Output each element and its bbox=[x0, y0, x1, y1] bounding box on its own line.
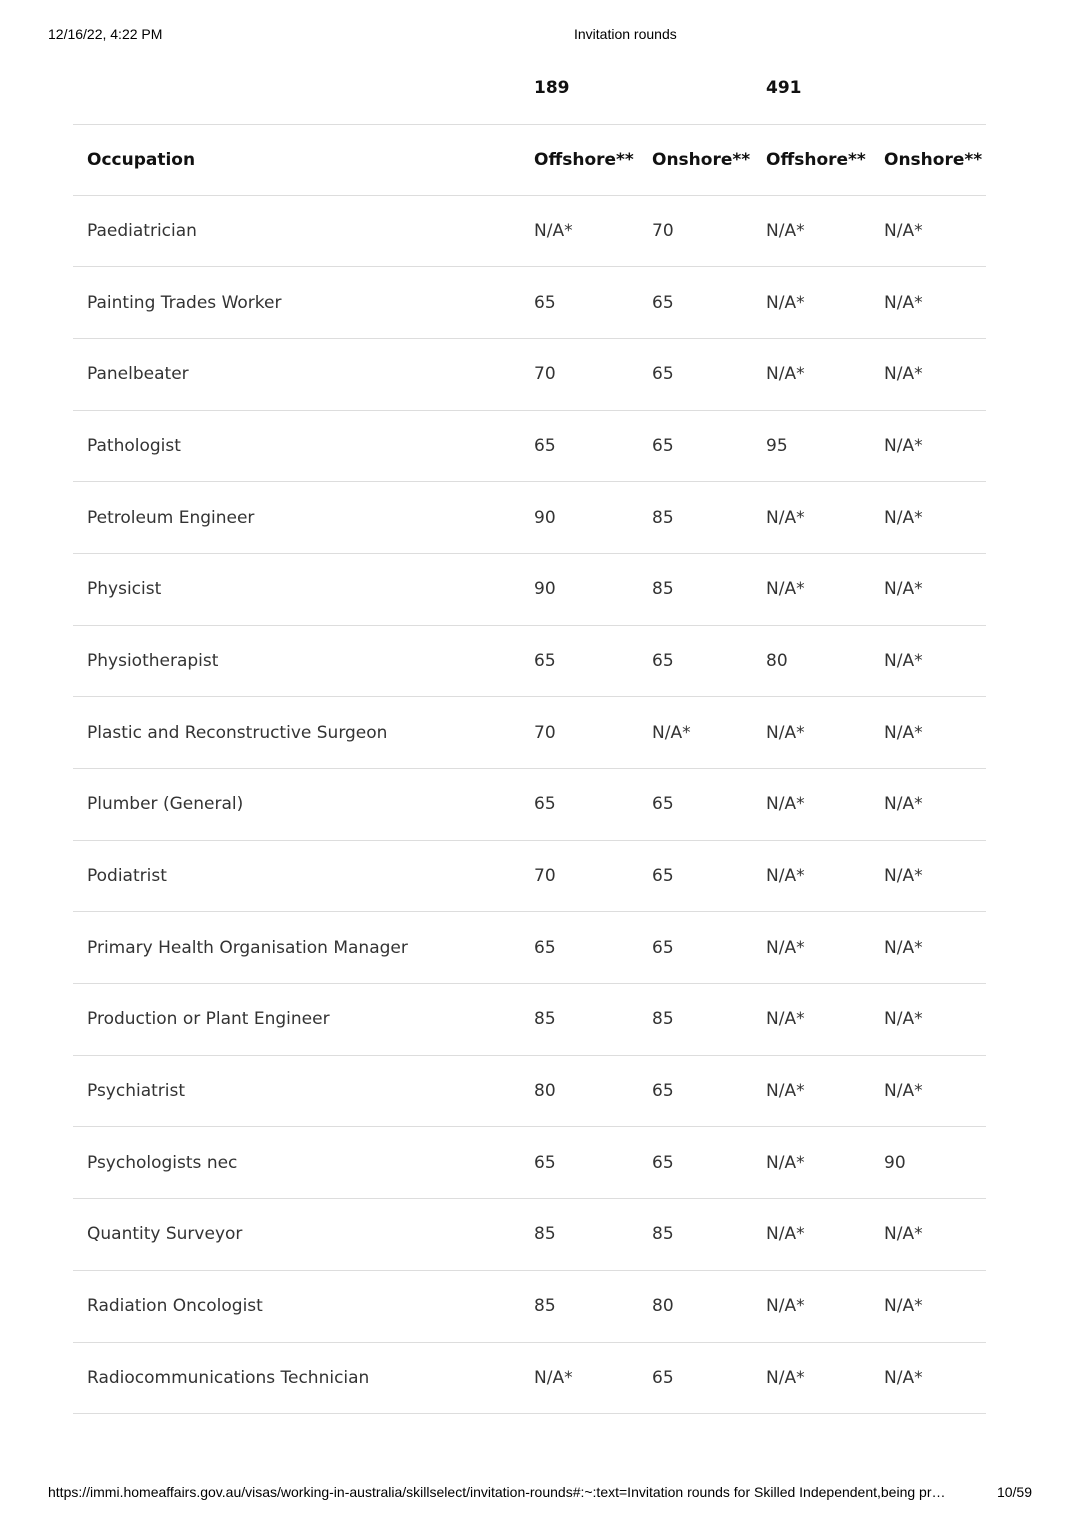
occupation-cell: Physiotherapist bbox=[73, 625, 520, 697]
table-row bbox=[73, 1127, 986, 1199]
column-header-row bbox=[73, 124, 986, 195]
column-header-189-offshore: Offshore** bbox=[520, 124, 638, 195]
onshore-491-cell: N/A* bbox=[870, 1342, 986, 1414]
table-row bbox=[73, 697, 986, 769]
onshore-189-cell: 65 bbox=[638, 338, 752, 410]
onshore-491-cell: 90 bbox=[870, 1127, 986, 1199]
table-row bbox=[73, 482, 986, 554]
offshore-189-cell: N/A* bbox=[520, 195, 638, 267]
table-row bbox=[73, 195, 986, 267]
table-body bbox=[73, 195, 986, 1414]
table-row bbox=[73, 1270, 986, 1342]
onshore-491-cell: N/A* bbox=[870, 697, 986, 769]
onshore-491-cell: N/A* bbox=[870, 553, 986, 625]
occupation-cell: Quantity Surveyor bbox=[73, 1199, 520, 1271]
offshore-189-cell: 70 bbox=[520, 840, 638, 912]
column-header-491-offshore: Offshore** bbox=[752, 124, 870, 195]
onshore-491-cell: N/A* bbox=[870, 1199, 986, 1271]
table-row bbox=[73, 553, 986, 625]
offshore-189-cell: 65 bbox=[520, 769, 638, 841]
offshore-189-cell: 65 bbox=[520, 625, 638, 697]
offshore-491-cell: N/A* bbox=[752, 1342, 870, 1414]
table-row bbox=[73, 984, 986, 1056]
offshore-491-cell: N/A* bbox=[752, 1127, 870, 1199]
offshore-491-cell: N/A* bbox=[752, 912, 870, 984]
table-row bbox=[73, 1342, 986, 1414]
column-header-189-onshore: Onshore** bbox=[638, 124, 752, 195]
visa-header-spacer bbox=[73, 52, 520, 124]
onshore-189-cell: N/A* bbox=[638, 697, 752, 769]
occupation-cell: Paediatrician bbox=[73, 195, 520, 267]
occupation-cell: Physicist bbox=[73, 553, 520, 625]
table-row bbox=[73, 912, 986, 984]
table-row bbox=[73, 1199, 986, 1271]
table-row bbox=[73, 840, 986, 912]
table-row bbox=[73, 769, 986, 841]
visa-189-header: 189 bbox=[520, 52, 752, 124]
occupation-cell: Primary Health Organisation Manager bbox=[73, 912, 520, 984]
offshore-189-cell: 85 bbox=[520, 1199, 638, 1271]
visa-491-header: 491 bbox=[752, 52, 986, 124]
column-header-occupation: Occupation bbox=[73, 124, 520, 195]
offshore-491-cell: N/A* bbox=[752, 769, 870, 841]
print-date: 12/16/22, 4:22 PM bbox=[48, 26, 163, 42]
offshore-491-cell: N/A* bbox=[752, 553, 870, 625]
onshore-491-cell: N/A* bbox=[870, 410, 986, 482]
offshore-491-cell: 95 bbox=[752, 410, 870, 482]
offshore-189-cell: 65 bbox=[520, 912, 638, 984]
occupation-cell: Psychiatrist bbox=[73, 1055, 520, 1127]
onshore-491-cell: N/A* bbox=[870, 984, 986, 1056]
page-url: https://immi.homeaffairs.gov.au/visas/working-in-australia/skillselect/invitation-rounds#:~:text=Invitation rounds for Skilled Independent,being pr… bbox=[48, 1484, 946, 1500]
onshore-189-cell: 65 bbox=[638, 840, 752, 912]
onshore-189-cell: 85 bbox=[638, 1199, 752, 1271]
visa-subclass-header-row bbox=[73, 52, 986, 124]
offshore-189-cell: 85 bbox=[520, 984, 638, 1056]
print-footer bbox=[48, 1484, 1032, 1502]
onshore-189-cell: 65 bbox=[638, 912, 752, 984]
onshore-189-cell: 85 bbox=[638, 553, 752, 625]
offshore-491-cell: 80 bbox=[752, 625, 870, 697]
occupation-cell: Pathologist bbox=[73, 410, 520, 482]
onshore-189-cell: 65 bbox=[638, 1342, 752, 1414]
onshore-491-cell: N/A* bbox=[870, 482, 986, 554]
offshore-189-cell: N/A* bbox=[520, 1342, 638, 1414]
offshore-491-cell: N/A* bbox=[752, 195, 870, 267]
offshore-189-cell: 70 bbox=[520, 338, 638, 410]
offshore-491-cell: N/A* bbox=[752, 697, 870, 769]
onshore-491-cell: N/A* bbox=[870, 912, 986, 984]
offshore-189-cell: 65 bbox=[520, 410, 638, 482]
offshore-491-cell: N/A* bbox=[752, 840, 870, 912]
occupation-cell: Psychologists nec bbox=[73, 1127, 520, 1199]
onshore-189-cell: 65 bbox=[638, 267, 752, 339]
offshore-491-cell: N/A* bbox=[752, 267, 870, 339]
onshore-491-cell: N/A* bbox=[870, 338, 986, 410]
onshore-491-cell: N/A* bbox=[870, 1055, 986, 1127]
onshore-491-cell: N/A* bbox=[870, 267, 986, 339]
page-number: 10/59 bbox=[996, 1484, 1032, 1500]
offshore-491-cell: N/A* bbox=[752, 1055, 870, 1127]
onshore-491-cell: N/A* bbox=[870, 195, 986, 267]
offshore-189-cell: 85 bbox=[520, 1270, 638, 1342]
offshore-189-cell: 70 bbox=[520, 697, 638, 769]
onshore-189-cell: 65 bbox=[638, 625, 752, 697]
occupation-cell: Petroleum Engineer bbox=[73, 482, 520, 554]
occupation-cell: Painting Trades Worker bbox=[73, 267, 520, 339]
occupation-cell: Radiocommunications Technician bbox=[73, 1342, 520, 1414]
column-header-491-onshore: Onshore** bbox=[870, 124, 986, 195]
table-row bbox=[73, 625, 986, 697]
offshore-189-cell: 65 bbox=[520, 1127, 638, 1199]
onshore-189-cell: 85 bbox=[638, 984, 752, 1056]
onshore-189-cell: 80 bbox=[638, 1270, 752, 1342]
table-row bbox=[73, 410, 986, 482]
occupation-cell: Panelbeater bbox=[73, 338, 520, 410]
offshore-189-cell: 80 bbox=[520, 1055, 638, 1127]
offshore-491-cell: N/A* bbox=[752, 984, 870, 1056]
onshore-189-cell: 65 bbox=[638, 1127, 752, 1199]
onshore-491-cell: N/A* bbox=[870, 769, 986, 841]
onshore-189-cell: 65 bbox=[638, 410, 752, 482]
occupation-cell: Plastic and Reconstructive Surgeon bbox=[73, 697, 520, 769]
offshore-189-cell: 90 bbox=[520, 553, 638, 625]
offshore-491-cell: N/A* bbox=[752, 338, 870, 410]
onshore-189-cell: 70 bbox=[638, 195, 752, 267]
offshore-189-cell: 90 bbox=[520, 482, 638, 554]
onshore-189-cell: 85 bbox=[638, 482, 752, 554]
offshore-189-cell: 65 bbox=[520, 267, 638, 339]
occupation-cell: Radiation Oncologist bbox=[73, 1270, 520, 1342]
offshore-491-cell: N/A* bbox=[752, 1199, 870, 1271]
onshore-491-cell: N/A* bbox=[870, 1270, 986, 1342]
print-header bbox=[48, 26, 1032, 44]
onshore-491-cell: N/A* bbox=[870, 840, 986, 912]
table-row bbox=[73, 1055, 986, 1127]
table-row bbox=[73, 267, 986, 339]
occupation-cell: Production or Plant Engineer bbox=[73, 984, 520, 1056]
offshore-491-cell: N/A* bbox=[752, 1270, 870, 1342]
table-row bbox=[73, 338, 986, 410]
occupation-cell: Plumber (General) bbox=[73, 769, 520, 841]
invitation-rounds-table bbox=[73, 52, 986, 1414]
onshore-189-cell: 65 bbox=[638, 769, 752, 841]
page-title: Invitation rounds bbox=[574, 26, 677, 42]
occupation-cell: Podiatrist bbox=[73, 840, 520, 912]
onshore-491-cell: N/A* bbox=[870, 625, 986, 697]
onshore-189-cell: 65 bbox=[638, 1055, 752, 1127]
offshore-491-cell: N/A* bbox=[752, 482, 870, 554]
